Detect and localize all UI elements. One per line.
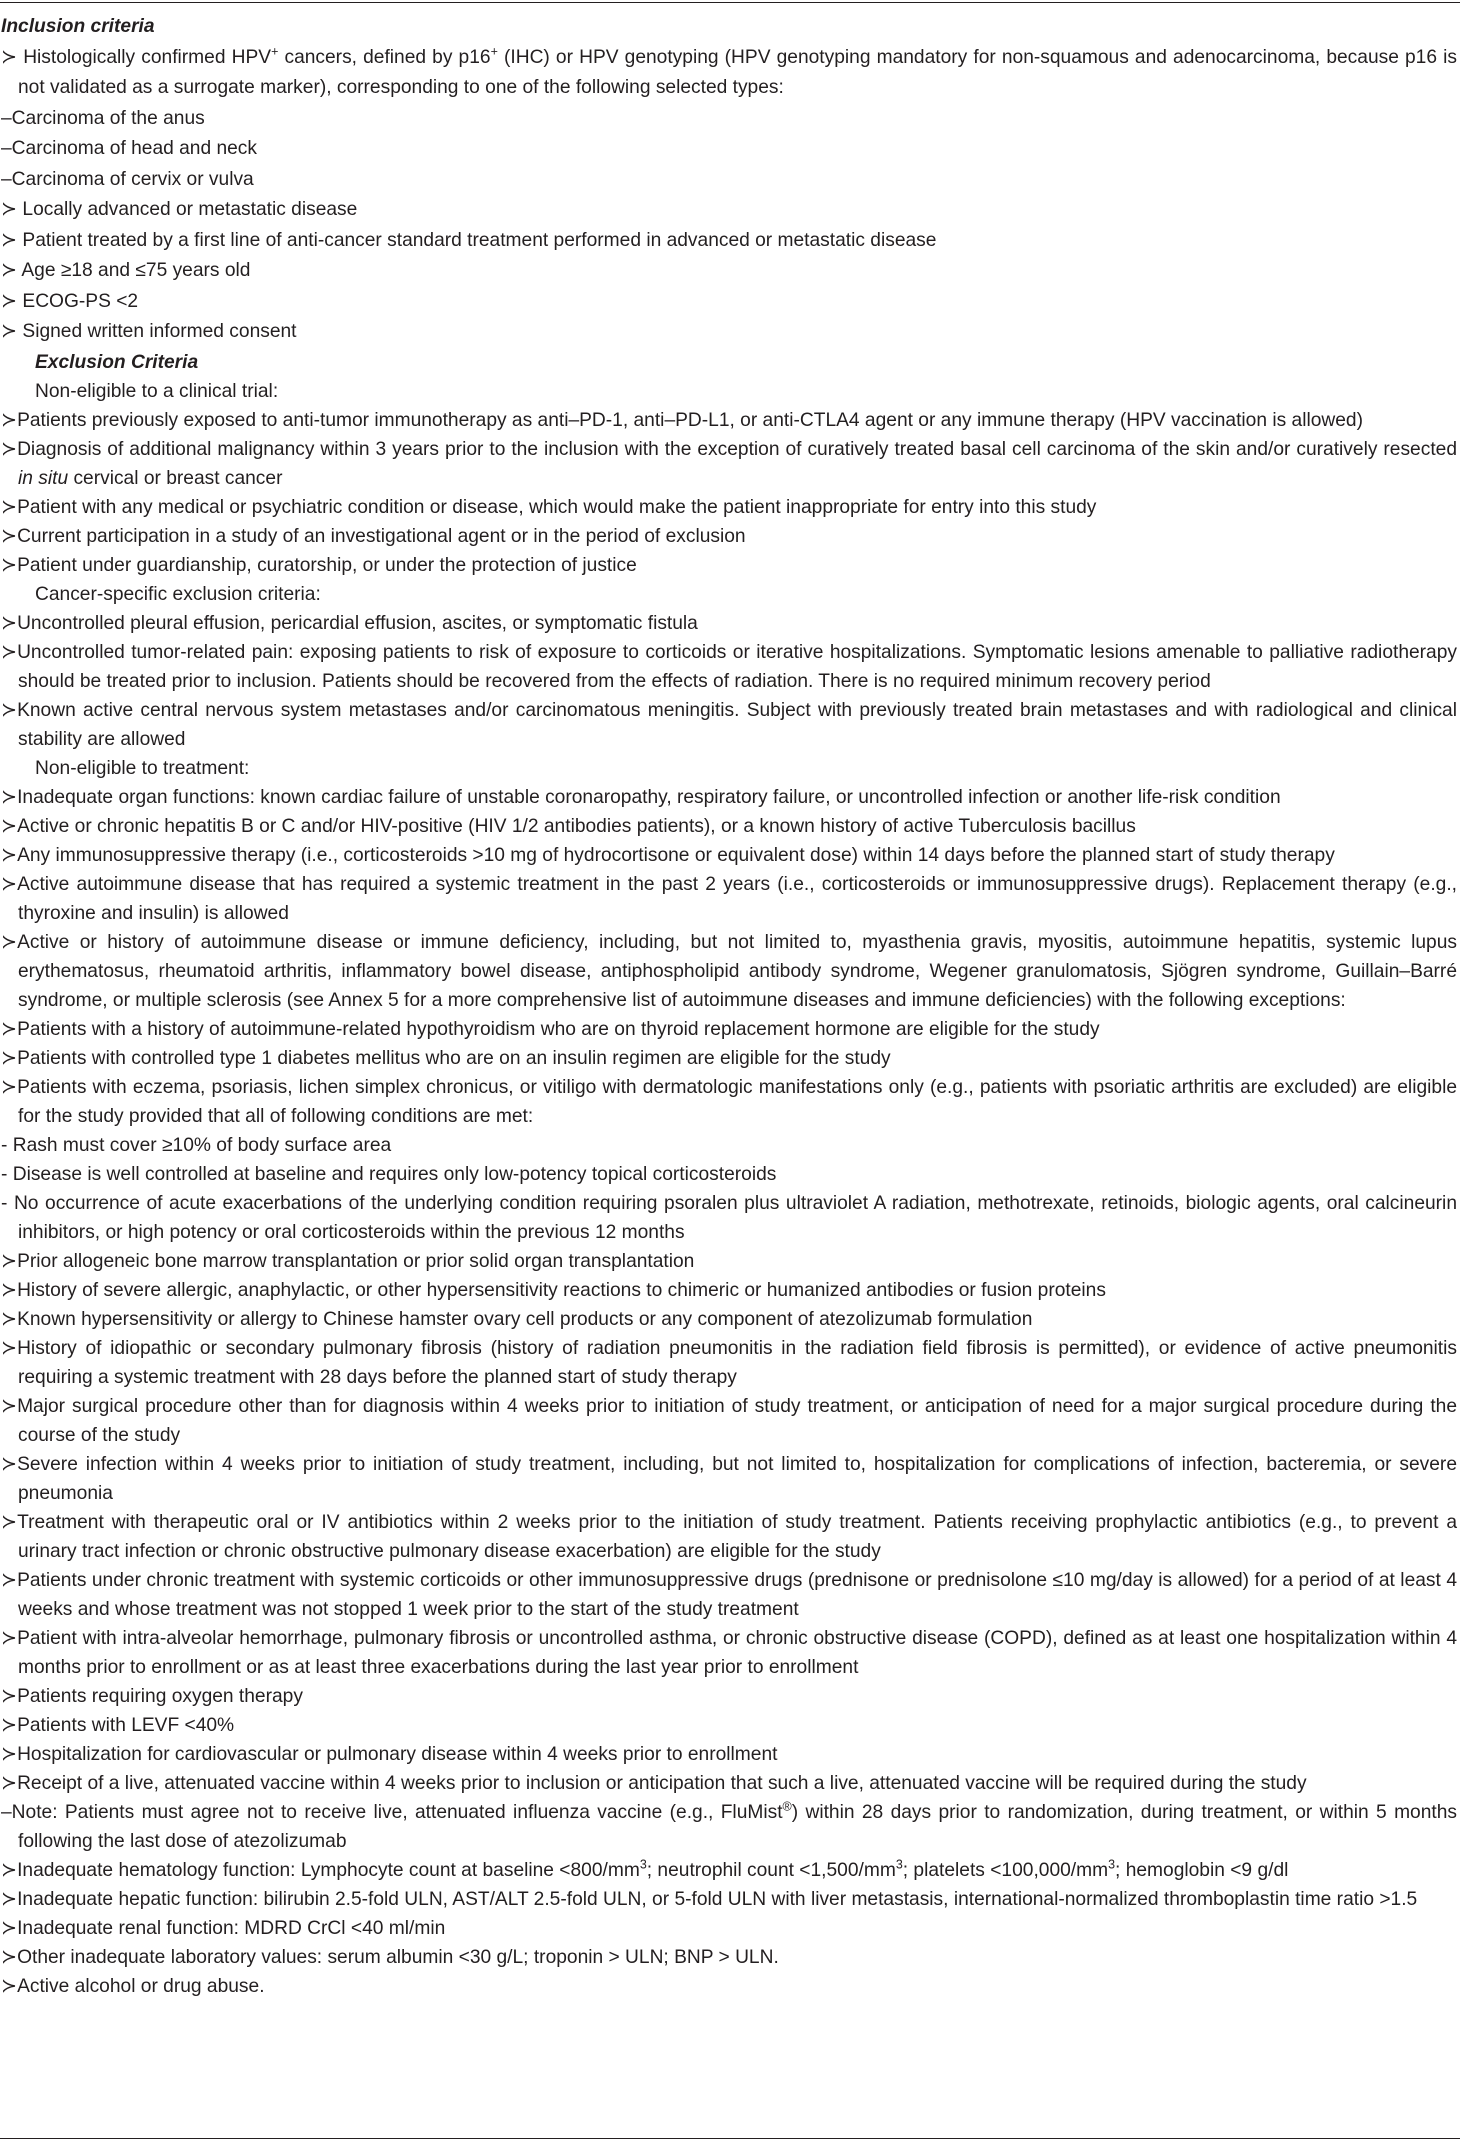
exclusion-item: ≻Patient with any medical or psychiatric condition or disease, which would make the patient inappropriate for entry into this study bbox=[1, 496, 1097, 518]
exclusion-item: ≻Patient under guardianship, curatorship, or under the protection of justice bbox=[1, 554, 637, 576]
exclusion-item: ≻Current participation in a study of an investigational agent or in the period of exclusion bbox=[1, 525, 746, 547]
exclusion-item: ≻Known hypersensitivity or allergy to Chinese hamster ovary cell products or any component of atezolizumab formulation bbox=[1, 1308, 1033, 1330]
exclusion-condition: - Disease is well controlled at baseline and requires only low-potency topical corticosteroids bbox=[1, 1163, 777, 1185]
exclusion-item: ≻Severe infection within 4 weeks prior to initiation of study treatment, including, but not limited to, hospitalization for complications of infection, bacteremia, or severe pneumonia bbox=[1, 1453, 1457, 1504]
exclusion-item: ≻Patients with controlled type 1 diabetes mellitus who are on an insulin regimen are eligible for the study bbox=[1, 1047, 891, 1069]
exclusion-item: ≻Other inadequate laboratory values: serum albumin <30 g/L; troponin > ULN; BNP > ULN. bbox=[1, 1946, 779, 1968]
exclusion-item: ≻Active or chronic hepatitis B or C and/or HIV-positive (HIV 1/2 antibodies patients), or a known history of active Tuberculosis bacillus bbox=[1, 815, 1136, 837]
exclusion-item: ≻Uncontrolled tumor-related pain: exposing patients to risk of exposure to corticoids or iterative hospitalizations. Symptomatic lesions amenable to palliative radiotherapy should be treated prior to inclusion. Patients should be recovered from the effects of radiation. There is no required minimum recovery period bbox=[1, 641, 1457, 692]
exclusion-item: ≻Patients with LEVF <40% bbox=[1, 1714, 235, 1736]
exclusion-item: ≻Patients requiring oxygen therapy bbox=[1, 1685, 303, 1707]
exclusion-condition: - Rash must cover ≥10% of body surface area bbox=[1, 1134, 392, 1156]
exclusion-item: ≻Patients previously exposed to anti-tumor immunotherapy as anti–PD-1, anti–PD-L1, or anti-CTLA4 agent or any immune therapy (HPV vaccination is allowed) bbox=[1, 409, 1363, 431]
top-rule bbox=[0, 2, 1460, 3]
inclusion-item: ≻ Age ≥18 and ≤75 years old bbox=[1, 260, 251, 281]
inclusion-item: ≻ Signed written informed consent bbox=[1, 321, 297, 342]
exclusion-item: ≻History of severe allergic, anaphylactic, or other hypersensitivity reactions to chimeric or humanized antibodies or fusion proteins bbox=[1, 1279, 1106, 1301]
exclusion-heading: Exclusion Criteria bbox=[35, 351, 199, 373]
inclusion-item: ≻ ECOG-PS <2 bbox=[1, 290, 139, 312]
exclusion-item: ≻Treatment with therapeutic oral or IV antibiotics within 2 weeks prior to the initiation of study treatment. Patients receiving prophylactic antibiotics (e.g., to prevent a urinary tract infection or chronic obstructive pulmonary disease exacerbation) are eligible for the study bbox=[1, 1511, 1457, 1562]
exclusion-group-cancer bbox=[1, 609, 1457, 754]
exclusion-item: ≻Uncontrolled pleural effusion, pericardial effusion, ascites, or symptomatic fistula bbox=[1, 612, 698, 634]
criteria-table bbox=[1, 12, 1457, 2001]
inclusion-item: ≻ Locally advanced or metastatic disease bbox=[1, 199, 358, 220]
exclusion-item: ≻Inadequate renal function: MDRD CrCl <40 ml/min bbox=[1, 1917, 446, 1939]
inclusion-item: ≻ Histologically confirmed HPV+ cancers, defined by p16+ (IHC) or HPV genotyping (HPV genotyping mandatory for non-squamous and adenocarcinoma, because p16 is not validated as a surrogate marker), corresponding to one of the following selected types: bbox=[1, 44, 1457, 98]
exclusion-item: ≻Active or history of autoimmune disease or immune deficiency, including, but not limited to, myasthenia gravis, myositis, autoimmune hepatitis, systemic lupus erythematosus, rheumatoid arthritis, inflammatory bowel disease, antiphospholipid antibody syndrome, Wegener granulomatosis, Sjögren syndrome, Guillain–Barré syndrome, or multiple sclerosis (see Annex 5 for a more comprehensive list of autoimmune diseases and immune deficiencies) with the following exceptions: bbox=[1, 931, 1457, 1011]
exclusion-condition: - No occurrence of acute exacerbations of the underlying condition requiring psoralen plus ultraviolet A radiation, methotrexate, retinoids, biologic agents, oral calcineurin inhibitors, or high potency or oral corticosteroids within the previous 12 months bbox=[1, 1192, 1457, 1243]
exclusion-item: ≻History of idiopathic or secondary pulmonary fibrosis (history of radiation pneumonitis in the radiation field fibrosis is permitted), or evidence of active pneumonitis requiring a systemic treatment with 28 days before the planned start of study therapy bbox=[1, 1337, 1457, 1388]
exclusion-item: ≻Patients with eczema, psoriasis, lichen simplex chronicus, or vitiligo with dermatologic manifestations only (e.g., patients with psoriatic arthritis are excluded) are eligible for the study provided that all of following conditions are met: bbox=[1, 1076, 1457, 1127]
exclusion-item: ≻Hospitalization for cardiovascular or pulmonary disease within 4 weeks prior to enrollment bbox=[1, 1743, 778, 1765]
exclusion-subheading: Non-eligible to a clinical trial: bbox=[35, 380, 279, 402]
exclusion-item: ≻Prior allogeneic bone marrow transplantation or prior solid organ transplantation bbox=[1, 1250, 695, 1272]
exclusion-item: ≻Inadequate hepatic function: bilirubin 2.5-fold ULN, AST/ALT 2.5-fold ULN, or 5-fold ULN with liver metastasis, international-normalized thromboplastin time ratio >1.5 bbox=[1, 1888, 1418, 1910]
inclusion-item: –Carcinoma of head and neck bbox=[1, 138, 257, 159]
inclusion-item: –Carcinoma of the anus bbox=[1, 107, 205, 129]
exclusion-item: ≻Any immunosuppressive therapy (i.e., corticosteroids >10 mg of hydrocortisone or equivalent dose) within 14 days before the planned start of study therapy bbox=[1, 844, 1335, 866]
inclusion-item: ≻ Patient treated by a first line of anti-cancer standard treatment performed in advanced or metastatic disease bbox=[1, 229, 937, 251]
bottom-rule bbox=[0, 2138, 1460, 2139]
exclusion-item: ≻Inadequate hematology function: Lymphocyte count at baseline $<800/mm^3$; neutrophil count $<1,500/mm^3$; platelets $<100,000/mm^3$; hemoglobin <9 g/dl bbox=[1, 1857, 1289, 1881]
exclusion-note: –Note: Patients must agree not to receive live, attenuated influenza vaccine (e.g., FluMist®) within 28 days prior to randomization, during treatment, or within 5 months following the last dose of atezolizumab bbox=[1, 1799, 1457, 1852]
inclusion-heading: Inclusion criteria bbox=[1, 16, 155, 37]
exclusion-item: ≻Patients with a history of autoimmune-related hypothyroidism who are on thyroid replacement hormone are eligible for the study bbox=[1, 1018, 1100, 1040]
exclusion-item: ≻Active autoimmune disease that has required a systemic treatment in the past 2 years (i.e., corticosteroids or immunosuppressive drugs). Replacement therapy (e.g., thyroxine and insulin) is allowed bbox=[1, 873, 1457, 924]
exclusion-item: ≻Receipt of a live, attenuated vaccine within 4 weeks prior to inclusion or anticipation that such a live, attenuated vaccine will be required during the study bbox=[1, 1772, 1307, 1794]
exclusion-item: ≻Active alcohol or drug abuse. bbox=[1, 1975, 265, 1997]
exclusion-item: ≻Patients under chronic treatment with systemic corticoids or other immunosuppressive drugs (prednisone or prednisolone ≤10 mg/day is allowed) for a period of at least 4 weeks and whose treatment was not stopped 1 week prior to the start of the study treatment bbox=[1, 1569, 1457, 1620]
exclusion-item: ≻Known active central nervous system metastases and/or carcinomatous meningitis. Subject with previously treated brain metastases and with radiological and clinical stability are allowed bbox=[1, 699, 1457, 750]
exclusion-group-treatment bbox=[1, 783, 1457, 1798]
exclusion-subheading: Non-eligible to treatment: bbox=[35, 757, 250, 779]
exclusion-item: ≻Patient with intra-alveolar hemorrhage, pulmonary fibrosis or uncontrolled asthma, or chronic obstructive disease (COPD), defined as at least one hospitalization within 4 months prior to enrollment or as at least three exacerbations during the last year prior to enrollment bbox=[1, 1627, 1457, 1678]
exclusion-group-trial bbox=[1, 406, 1457, 580]
inclusion-item: –Carcinoma of cervix or vulva bbox=[1, 168, 254, 190]
exclusion-item: ≻Major surgical procedure other than for diagnosis within 4 weeks prior to initiation of study treatment, or anticipation of need for a major surgical procedure during the course of the study bbox=[1, 1395, 1457, 1446]
exclusion-item: ≻Diagnosis of additional malignancy within 3 years prior to the inclusion with the exception of curatively treated basal cell carcinoma of the skin and/or curatively resected in situ cervical or breast cancer bbox=[1, 438, 1457, 489]
exclusion-subheading: Cancer-specific exclusion criteria: bbox=[35, 583, 321, 605]
exclusion-item: ≻Inadequate organ functions: known cardiac failure of unstable coronaropathy, respiratory failure, or uncontrolled infection or another life-risk condition bbox=[1, 786, 1281, 808]
